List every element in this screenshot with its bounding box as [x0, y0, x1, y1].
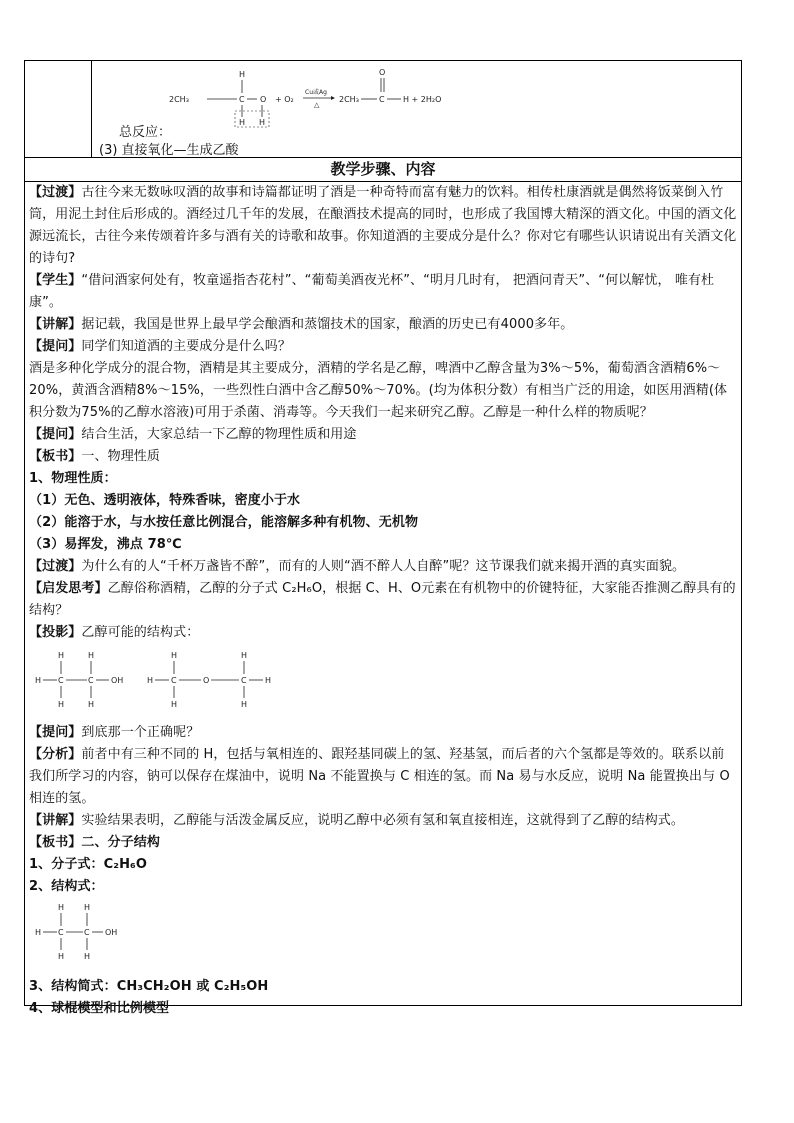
structural-simple-formula: 3、结构简式：CH₃CH₂OH 或 C₂H₅OH [29, 979, 269, 994]
eq-h-top: H [239, 70, 246, 79]
s1-c-1: C [58, 676, 64, 685]
eq-heat: △ [314, 101, 320, 109]
s2-h-top-1: H [171, 651, 178, 660]
s1-h-left: H [35, 676, 42, 685]
structural-formula-heading: 2、结构式： [29, 879, 104, 894]
eq-left-coef: 2CH₃ [169, 95, 189, 104]
s1-h-top-2: H [88, 651, 95, 660]
eq-h-bottom-2: H [259, 118, 266, 127]
e-h-bottom-1: H [58, 952, 65, 961]
e-oh: OH [105, 928, 118, 937]
s2-h-bottom-1: H [171, 700, 178, 709]
s2-h-right: H [265, 676, 272, 685]
paragraph-board-2: 【板书】二、分子结构 [29, 835, 161, 850]
ball-stick-model-heading: 4、球棍模型和比例模型 [29, 1001, 170, 1016]
e-c-1: C [58, 928, 64, 937]
paragraph-transition-1: 【过渡】古往今来无数咏叹酒的故事和诗篇都证明了酒是一种奇特而富有魅力的饮料。相传杜康酒就是偶然将饭菜倒入竹筒，用泥土封住后形成的。酒经过几千年的发展，在酿酒技术提高的同时，也形成了我国博大精深的酒文化。中国的酒文化源远流长，古往今来传颂着许多与酒有关的诗歌和故事。你知道酒的主要成分是什么？你对它有哪些认识请说出有关酒文化的诗句? [29, 185, 737, 266]
s1-h-bottom-2: H [88, 700, 95, 709]
eq-product: 2CH₃ [339, 95, 359, 104]
physical-properties-heading: 1、物理性质： [29, 471, 117, 486]
physical-property-3: （3）易挥发，沸点 78℃ [29, 537, 182, 552]
eq-plus-o2: + O₂ [275, 95, 294, 104]
e-h-top-1: H [58, 903, 65, 912]
reaction-row [25, 61, 741, 158]
s2-o: O [203, 676, 210, 685]
eq-c2: C [379, 95, 385, 104]
s2-h-bottom-2: H [241, 700, 248, 709]
lesson-table [24, 60, 742, 1016]
possible-structures [29, 644, 737, 722]
paragraph-question-3: 【提问】到底那一个正确呢？ [29, 725, 200, 740]
s2-c-2: C [241, 676, 247, 685]
paragraph-analysis: 【分析】前者中有三种不同的 H，包括与氧相连的、跟羟基同碳上的氢、羟基氢，而后者的六个氢都是等效的。联系以前我们所学习的内容，钠可以保存在煤油中，说明 Na 不能置换与 C 相连的氢。而 Na 易与水反应，说明 Na 能置换出与 O 相连的氢。 [29, 747, 730, 806]
s2-h-top-2: H [241, 651, 248, 660]
paragraph-student: 【学生】“借问酒家何处有，牧童遥指杏花村”、“葡萄美酒夜光杯”、“明月几时有， 把酒问青天”、“何以解忧， 唯有杜康”。 [29, 273, 715, 310]
paragraph-question-2: 【提问】结合生活，大家总结一下乙醇的物理性质和用途 [29, 427, 357, 442]
s2-h-left: H [147, 676, 154, 685]
paragraph-think: 【启发思考】乙醇俗称酒精，乙醇的分子式 C₂H₆O，根据 C、H、O元素在有机物中的价键特征，大家能否推测乙醇具有的结构？ [29, 581, 736, 618]
paragraph-question-1: 【提问】同学们知道酒的主要成分是什么吗？ [29, 339, 292, 354]
e-c-2: C [84, 928, 90, 937]
section-title: 教学步骤、内容 [25, 157, 741, 182]
eq-o-top: O [379, 68, 386, 77]
direct-oxidation-line: (3) 直接氧化—生成乙酸 [99, 143, 239, 158]
eq-h-bottom-1: H [239, 118, 246, 127]
paragraph-projection: 【投影】乙醇可能的结构式： [29, 625, 200, 640]
s1-oh: OH [111, 676, 124, 685]
left-column-cell [25, 61, 92, 157]
total-reaction-label: 总反应： [119, 125, 172, 140]
paragraph-board-1: 【板书】一、物理性质 [29, 449, 161, 464]
s1-h-top-1: H [58, 651, 65, 660]
eq-c: C [239, 95, 245, 104]
physical-property-1: （1）无色、透明液体，特殊香味，密度小于水 [29, 493, 301, 508]
oxidation-equation [165, 63, 465, 133]
e-h-left: H [35, 928, 42, 937]
molecular-formula: 1、分子式：C₂H₆O [29, 857, 148, 872]
e-h-bottom-2: H [84, 952, 91, 961]
eq-catalyst: Cu或Ag [305, 89, 327, 96]
eq-product-end: H + 2H₂O [403, 95, 442, 104]
paragraph-explain-1: 【讲解】据记载，我国是世界上最早学会酿酒和蒸馏技术的国家，酿酒的历史已有4000多年。 [29, 317, 574, 332]
e-h-top-2: H [84, 903, 91, 912]
eq-o: O [260, 95, 267, 104]
s1-h-bottom-1: H [58, 700, 65, 709]
physical-property-2: （2）能溶于水，与水按任意比例混合，能溶解多种有机物、无机物 [29, 515, 419, 530]
ethanol-structure-diagram [29, 898, 149, 976]
paragraph-transition-2: 【过渡】为什么有的人“千杯万盏皆不醉”，而有的人则“酒不醉人人自醉”呢？这节课我们就来揭开酒的真实面貌。 [29, 559, 686, 574]
ethanol-structure [29, 898, 737, 976]
paragraph-alcohol-composition: 酒是多种化学成分的混合物，酒精是其主要成分，酒精的学名是乙醇，啤酒中乙醇含量为3%～5%，葡萄酒含酒精6%～20%，黄酒含酒精8%～15%，一些烈性白酒中含乙醇50%～70%。(均为体积分数）有相当广泛的用途，如医用酒精(体积分数为75%的乙醇水溶液)可用于杀菌、消毒等。今天我们一起来研究乙醇。乙醇是一种什么样的物质呢？ [29, 361, 728, 420]
s2-c-1: C [171, 676, 177, 685]
possible-structures-diagram [29, 644, 289, 722]
s1-c-2: C [88, 676, 94, 685]
paragraph-explain-2: 【讲解】实验结果表明，乙醇能与活泼金属反应，说明乙醇中必须有氢和氧直接相连，这就得到了乙醇的结构式。 [29, 813, 685, 828]
lesson-content [29, 182, 737, 1020]
